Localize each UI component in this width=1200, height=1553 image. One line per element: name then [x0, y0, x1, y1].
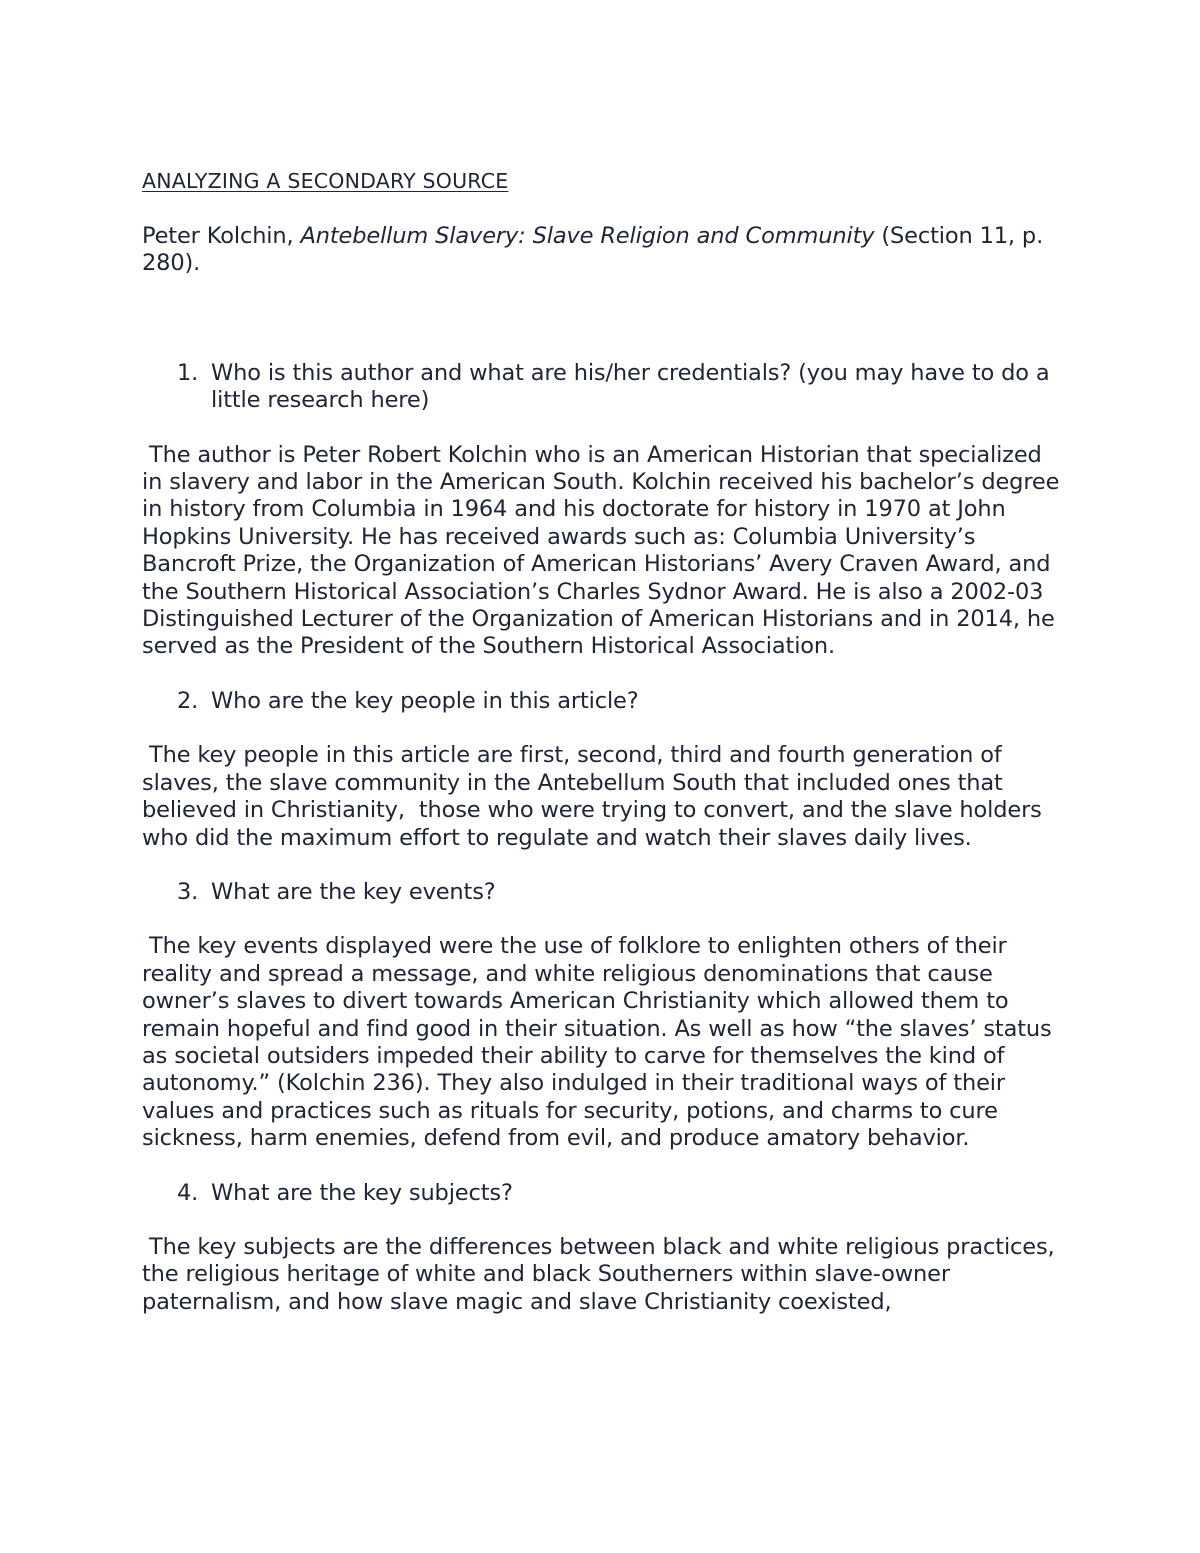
question-4	[142, 1180, 1062, 1207]
document-page	[142, 168, 1067, 1316]
question-number: 4.	[177, 1179, 199, 1206]
question-number: 3.	[177, 878, 199, 905]
question-text: Who is this author and what are his/her credentials? (you may have to do a little research here)	[211, 359, 1050, 414]
question-text: What are the key subjects?	[211, 1179, 513, 1206]
answer-1: The author is Peter Robert Kolchin who is an American Historian that specialized in slavery and labor in the American South. Kolchin received his bachelor’s degree in history from Columbia in 1964 and his doctorate for history in 1970 at John Hopkins University. He has received awards such as: Columbia University’s Bancroft Prize, the Organization of American Historians’ Avery Craven Award, and the Southern Historical Association’s Charles Sydnor Award. He is also a 2002-03 Distinguished Lecturer of the Organization of American Historians and in 2014, he served as the President of the Southern Historical Association.	[142, 441, 1067, 660]
question-number: 1.	[177, 359, 199, 386]
citation-location: (Section 11, p. 280).	[142, 223, 1044, 277]
document-heading: ANALYZING A SECONDARY SOURCE	[142, 169, 509, 193]
question-2	[142, 688, 1062, 715]
answer-2: The key people in this article are first, second, third and fourth generation of slaves, the slave community in the Antebellum South that included ones that believed in Christianity, those who were trying to convert, and the slave holders who did the maximum effort to regulate and watch their slaves daily lives.	[142, 742, 1049, 851]
answer-4: The key subjects are the differences between black and white religious practices, the religious heritage of white and black Southerners within slave-owner paternalism, and how slave magic and slave Christianity coexisted,	[142, 1233, 1062, 1315]
question-number: 2.	[177, 687, 199, 714]
question-text: What are the key events?	[211, 878, 496, 905]
question-text: Who are the key people in this article?	[211, 687, 639, 714]
question-1	[142, 360, 1062, 415]
citation-title: Antebellum Slavery: Slave Religion and Community	[300, 223, 875, 249]
question-3	[142, 879, 1062, 906]
source-citation	[142, 223, 1062, 278]
answer-3: The key events displayed were the use of folklore to enlighten others of their reality and spread a message, and white religious denominations that cause owner’s slaves to divert towards American Christianity which allowed them to remain hopeful and find good in their situation. As well as how “the slaves’ status as societal outsiders impeded their ability to carve for themselves the kind of autonomy.” (Kolchin 236). They also indulged in their traditional ways of their values and practices such as rituals for security, potions, and charms to cure sickness, harm enemies, defend from evil, and produce amatory behavior.	[142, 933, 1059, 1152]
citation-author: Peter Kolchin,	[142, 223, 301, 249]
